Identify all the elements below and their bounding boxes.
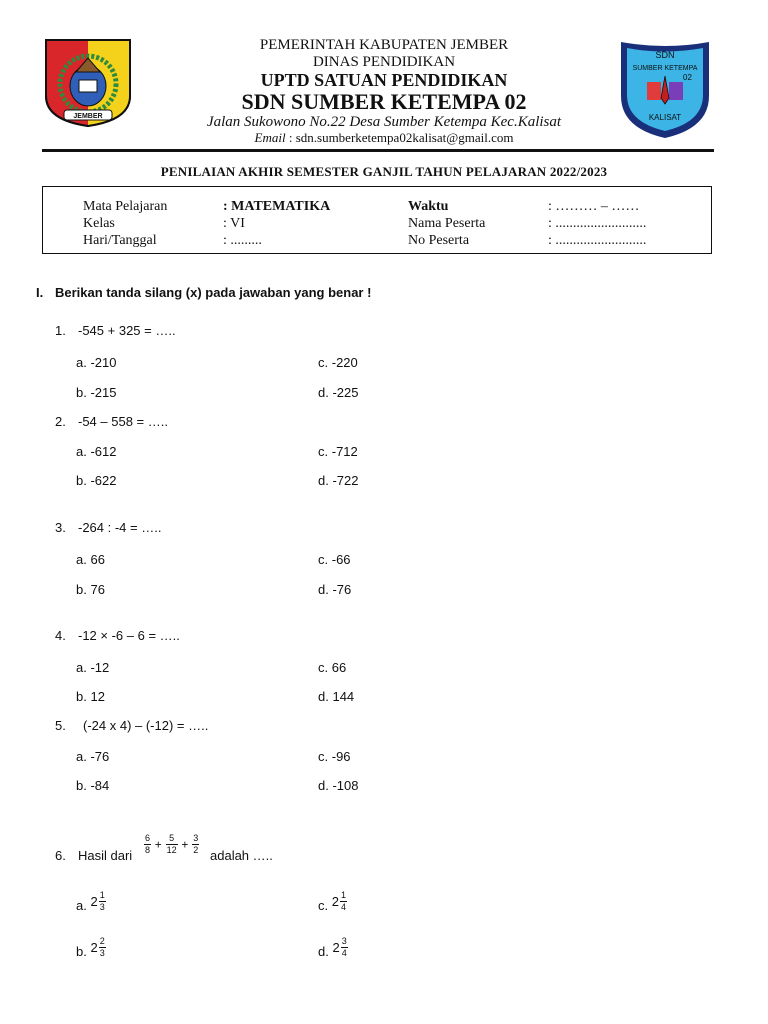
option-d[interactable] <box>318 582 351 597</box>
date-value: : ......... <box>223 233 262 248</box>
option-letter: a. <box>76 444 87 459</box>
header-government: PEMERINTAH KABUPATEN JEMBER <box>259 37 509 53</box>
option-letter: d. <box>318 582 329 597</box>
fraction-2: $\frac{5}{12}$ <box>166 833 177 855</box>
question-text: -12 × -6 – 6 = ….. <box>78 628 180 643</box>
option-a[interactable] <box>76 355 117 370</box>
subject-value: : MATEMATIKA <box>223 199 331 214</box>
option-letter: c. <box>318 355 329 370</box>
option-c[interactable] <box>318 749 351 764</box>
plus-sign: + <box>181 837 189 852</box>
option-value: 144 <box>332 689 355 704</box>
option-value: 66 <box>90 552 105 567</box>
option-a[interactable] <box>76 749 109 764</box>
option-c[interactable] <box>318 660 346 675</box>
option-letter: a. <box>76 749 87 764</box>
option-c[interactable] <box>318 552 351 567</box>
option-value: 12 <box>90 689 105 704</box>
option-a[interactable] <box>76 444 117 459</box>
option-value: -66 <box>331 552 351 567</box>
option-b[interactable] <box>76 689 105 704</box>
school-name: SDN SUMBER KETEMPA 02 <box>241 89 527 114</box>
option-letter: d. <box>318 473 329 488</box>
logo-left-text: JEMBER <box>73 113 103 120</box>
option-a[interactable] <box>76 890 107 913</box>
option-letter: c. <box>318 898 329 913</box>
question-text: (-24 x 4) – (-12) = ….. <box>83 718 209 733</box>
mixed-fraction: $\frac{3}{4}$ <box>341 936 347 958</box>
class-label: Kelas <box>83 216 115 231</box>
option-value: 76 <box>90 582 105 597</box>
fraction-expression <box>143 833 200 856</box>
option-letter: a. <box>76 355 87 370</box>
participant-name-value: : .......................... <box>548 216 647 231</box>
option-letter: c. <box>318 444 329 459</box>
option-letter: c. <box>318 660 329 675</box>
option-d[interactable] <box>318 689 354 704</box>
subject-label: Mata Pelajaran <box>83 199 168 214</box>
option-value: -612 <box>90 444 117 459</box>
question-suffix: adalah ….. <box>210 848 273 863</box>
option-value: -220 <box>331 355 358 370</box>
header-unit: UPTD SATUAN PENDIDIKAN <box>260 70 508 90</box>
logo-right-bottom: KALISAT <box>648 113 682 122</box>
participant-number-label: No Peserta <box>408 233 470 248</box>
option-value: 66 <box>331 660 347 675</box>
option-value: -215 <box>90 385 117 400</box>
option-letter: d. <box>318 778 329 793</box>
option-letter: c. <box>318 552 329 567</box>
mixed-fraction: $\frac{1}{4}$ <box>340 890 346 912</box>
option-value: -76 <box>90 749 110 764</box>
option-value: -210 <box>90 355 117 370</box>
email-label: Email <box>254 130 286 145</box>
option-value: -96 <box>331 749 351 764</box>
question-number: 2. <box>55 414 66 429</box>
mixed-whole: 2 <box>90 940 98 955</box>
date-label: Hari/Tanggal <box>83 233 157 248</box>
option-c[interactable] <box>318 355 358 370</box>
option-d[interactable] <box>318 778 359 793</box>
school-address: Jalan Sukowono No.22 Desa Sumber Ketempa Kec.Kalisat <box>206 114 562 130</box>
question-number: 6. <box>55 848 66 863</box>
mixed-whole: 2 <box>90 894 98 909</box>
time-label: Waktu <box>408 199 449 214</box>
question-number: 3. <box>55 520 66 535</box>
option-b[interactable] <box>76 385 117 400</box>
question-text: -264 : -4 = ….. <box>78 520 162 535</box>
fraction-1: $\frac{6}{8}$ <box>145 833 151 855</box>
option-b[interactable] <box>76 936 107 959</box>
header-department: DINAS PENDIDIKAN <box>312 54 456 70</box>
option-letter: a. <box>76 898 87 913</box>
option-value: -722 <box>332 473 359 488</box>
participant-number-value: : .......................... <box>548 233 647 248</box>
option-d[interactable] <box>318 473 359 488</box>
option-letter: d. <box>318 944 329 959</box>
option-letter: b. <box>76 689 87 704</box>
school-email <box>0 130 768 146</box>
option-letter: a. <box>76 552 87 567</box>
participant-name-label: Nama Peserta <box>408 216 486 231</box>
question-number: 5. <box>55 718 66 733</box>
mixed-whole: 2 <box>331 894 339 909</box>
option-b[interactable] <box>76 473 117 488</box>
question-number: 4. <box>55 628 66 643</box>
option-value: -84 <box>90 778 110 793</box>
question-number: 1. <box>55 323 66 338</box>
option-value: -108 <box>332 778 359 793</box>
option-value: -225 <box>332 385 359 400</box>
option-letter: b. <box>76 778 87 793</box>
option-letter: b. <box>76 944 87 959</box>
section-number: I. <box>36 285 44 300</box>
option-letter: b. <box>76 385 87 400</box>
plus-sign: + <box>154 837 162 852</box>
option-d[interactable] <box>318 385 359 400</box>
option-letter: d. <box>318 689 329 704</box>
class-value: : VI <box>223 216 245 231</box>
option-letter: b. <box>76 473 87 488</box>
exam-title: PENILAIAN AKHIR SEMESTER GANJIL TAHUN PELAJARAN 2022/2023 <box>160 164 608 179</box>
question-prefix: Hasil dari <box>78 848 133 863</box>
option-value: -622 <box>90 473 117 488</box>
option-letter: d. <box>318 385 329 400</box>
option-value: -712 <box>331 444 358 459</box>
option-letter: a. <box>76 660 87 675</box>
option-letter: c. <box>318 749 329 764</box>
option-d[interactable] <box>318 936 349 959</box>
fraction-3: $\frac{3}{2}$ <box>193 833 199 855</box>
logo-right-arc: SUMBER KETEMPA <box>632 65 698 72</box>
logo-right-top: SDN <box>655 50 675 60</box>
option-c[interactable] <box>318 890 348 913</box>
mixed-fraction: $\frac{2}{3}$ <box>99 936 105 958</box>
question-text: -545 + 325 = ….. <box>78 323 176 338</box>
option-b[interactable] <box>76 778 109 793</box>
time-value: : ……… – …… <box>548 199 640 214</box>
mixed-whole: 2 <box>332 940 340 955</box>
question-text: -54 – 558 = ….. <box>78 414 168 429</box>
option-letter: b. <box>76 582 87 597</box>
option-b[interactable] <box>76 582 105 597</box>
option-value: -12 <box>90 660 110 675</box>
mixed-fraction: $\frac{1}{3}$ <box>99 890 105 912</box>
option-c[interactable] <box>318 444 358 459</box>
option-a[interactable] <box>76 552 105 567</box>
section-instruction: Berikan tanda silang (x) pada jawaban yang benar ! <box>55 285 372 300</box>
email-value: : sdn.sumberketempa02kalisat@gmail.com <box>288 130 514 145</box>
option-value: -76 <box>332 582 352 597</box>
option-a[interactable] <box>76 660 109 675</box>
header-divider <box>42 149 714 152</box>
logo-right-num: 02 <box>683 73 692 82</box>
identity-box <box>42 186 712 254</box>
